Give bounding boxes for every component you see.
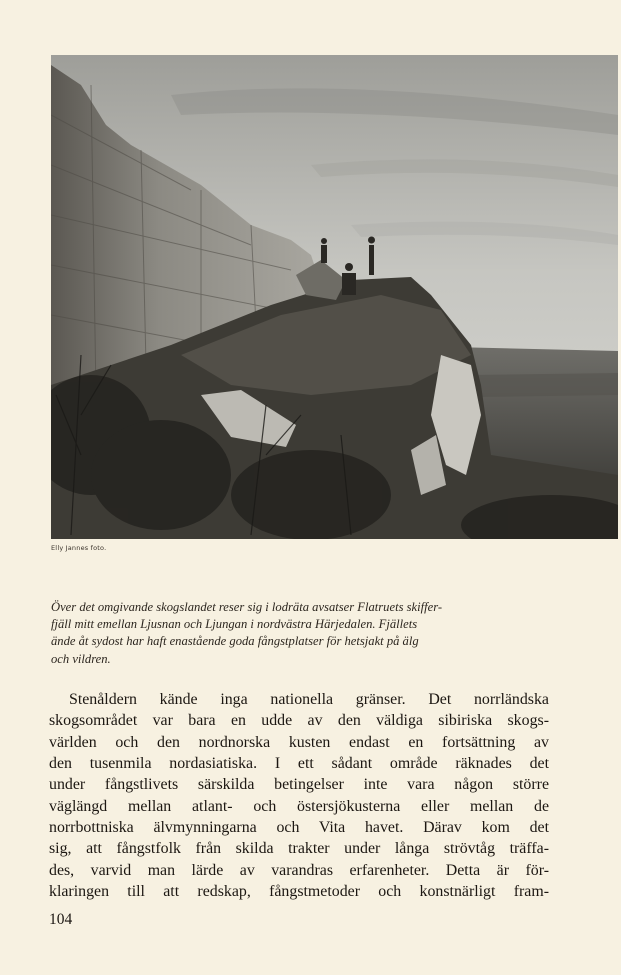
caption-line: ände åt sydost har haft enastående goda fångstplatser för hetsjakt på älg bbox=[51, 634, 419, 649]
photo-credit: Elly Jannes foto. bbox=[51, 544, 107, 552]
caption-line: och vildren. bbox=[51, 651, 111, 666]
caption-line: Över det omgivande skogslandet reser sig i lodräta avsatser Flatruets skiffer- bbox=[51, 600, 443, 614]
photo-caption bbox=[51, 599, 511, 668]
body-paragraph bbox=[49, 689, 549, 902]
body-line: klaringen till att redskap, fångstmetoder och konstnärligt fram- bbox=[49, 883, 549, 901]
body-line: världen och den nordnorska kusten endast en fortsättning av bbox=[49, 733, 549, 751]
caption-line: fjäll mitt emellan Ljusnan och Ljungan i nordvästra Härjedalen. Fjällets bbox=[51, 617, 418, 632]
body-line: under fångstlivets särskilda betingelser inte vara någon större bbox=[49, 776, 549, 794]
landscape-photo-illustration bbox=[51, 55, 618, 539]
page-number: 104 bbox=[49, 911, 73, 928]
body-line: skogsområdet var bara en udde av den väldiga sibiriska skogs- bbox=[49, 712, 549, 730]
photograph-cliff-landscape bbox=[51, 55, 618, 539]
body-line: sig, att fångstfolk från skilda trakter under långa strövtåg träffa- bbox=[49, 840, 549, 858]
body-line: Stenåldern kände inga nationella gränser. Det norrländska bbox=[69, 691, 549, 708]
body-line: des, varvid man lärde av varandras erfarenheter. Detta är för- bbox=[49, 861, 549, 879]
body-line: väglängd mellan atlant- och östersjökusterna eller mellan de bbox=[49, 797, 549, 815]
body-line: den tusenmila nordasiatiska. I ett sådant område räknades det bbox=[49, 755, 549, 773]
body-line: norrbottniska älvmynningarna och Vita havet. Därav kom det bbox=[49, 819, 549, 837]
